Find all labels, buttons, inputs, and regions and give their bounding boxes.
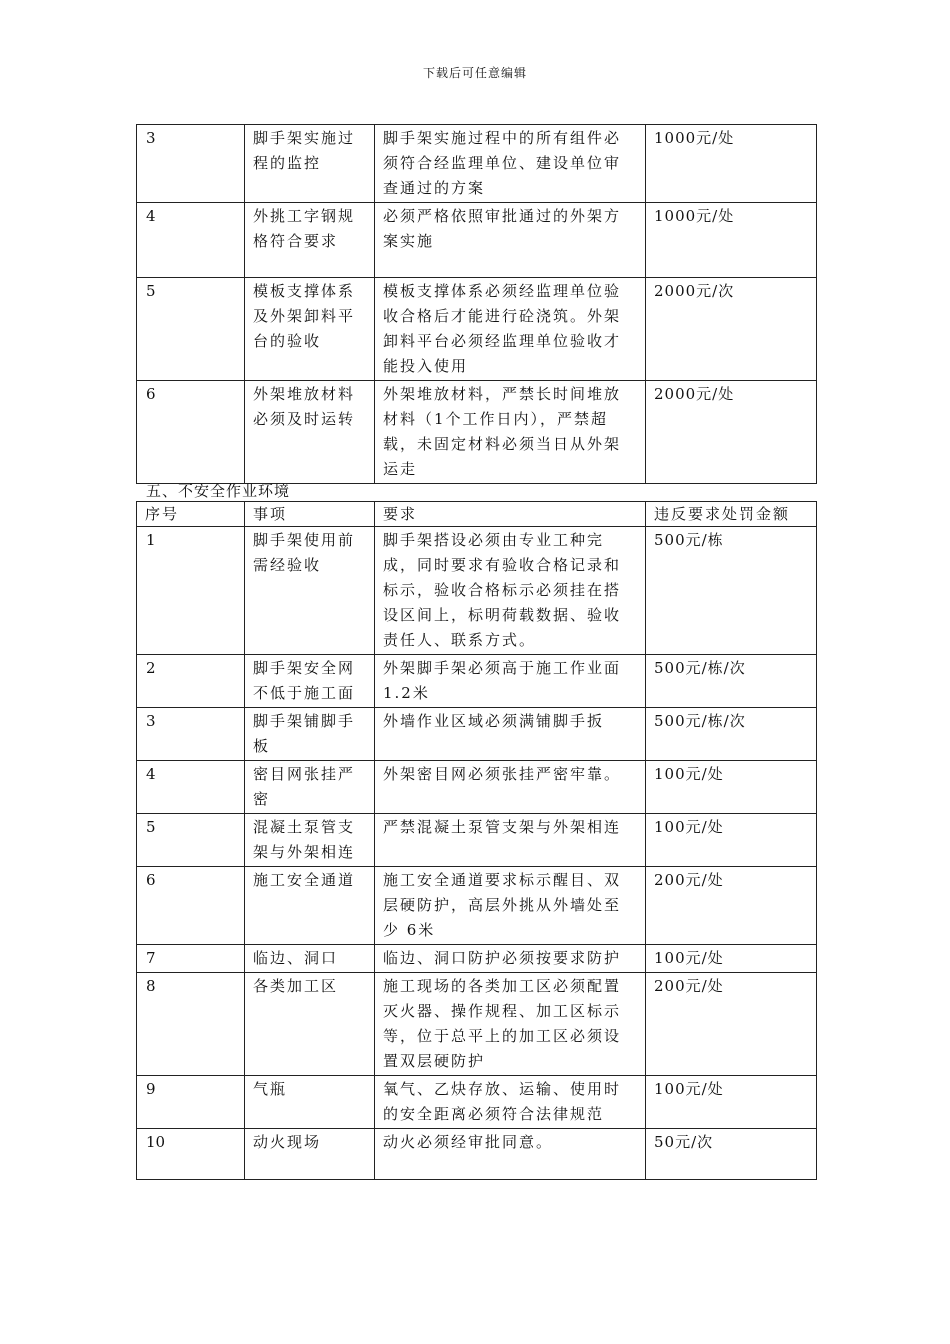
cell-req: 施工安全通道要求标示醒目、双层硬防护，高层外挑从外墙处至少 6米 <box>375 867 646 945</box>
table-row <box>137 973 817 1076</box>
cell-item: 外挑工字钢规格符合要求 <box>245 203 375 278</box>
cell-amount: 500元/栋/次 <box>646 708 817 761</box>
cell-amount: 100元/处 <box>646 814 817 867</box>
cell-num: 10 <box>137 1129 245 1180</box>
cell-amount: 1000元/处 <box>646 203 817 278</box>
table-row <box>137 655 817 708</box>
cell-num: 9 <box>137 1076 245 1129</box>
cell-item: 脚手架使用前需经验收 <box>245 527 375 655</box>
cell-num: 5 <box>137 814 245 867</box>
cell-amount: 2000元/处 <box>646 381 817 484</box>
cell-amount: 500元/栋/次 <box>646 655 817 708</box>
section-title: 五、不安全作业环境 <box>146 482 291 500</box>
cell-item: 各类加工区 <box>245 973 375 1076</box>
cell-num: 5 <box>137 278 245 381</box>
table-row <box>137 867 817 945</box>
table-row <box>137 381 817 484</box>
cell-req: 动火必须经审批同意。 <box>375 1129 646 1180</box>
table-row <box>137 527 817 655</box>
table-row <box>137 1129 817 1180</box>
cell-req: 外架脚手架必须高于施工作业面1.2米 <box>375 655 646 708</box>
cell-amount: 1000元/处 <box>646 125 817 203</box>
table-row <box>137 1076 817 1129</box>
table-row <box>137 814 817 867</box>
cell-req: 脚手架搭设必须由专业工种完成，同时要求有验收合格记录和标示，验收合格标示必须挂在搭设区间上，标明荷载数据、验收责任人、联系方式。 <box>375 527 646 655</box>
cell-amount: 2000元/次 <box>646 278 817 381</box>
cell-num: 7 <box>137 945 245 973</box>
table-row <box>137 278 817 381</box>
cell-num: 3 <box>137 708 245 761</box>
header-num: 序号 <box>137 502 245 527</box>
cell-amount: 200元/处 <box>646 973 817 1076</box>
cell-amount: 500元/栋 <box>646 527 817 655</box>
cell-item: 气瓶 <box>245 1076 375 1129</box>
cell-amount: 50元/次 <box>646 1129 817 1180</box>
cell-req: 外架堆放材料，严禁长时间堆放材料（1个工作日内），严禁超载，未固定材料必须当日从外架运走 <box>375 381 646 484</box>
cell-num: 3 <box>137 125 245 203</box>
cell-item: 动火现场 <box>245 1129 375 1180</box>
header-req: 要求 <box>375 502 646 527</box>
cell-num: 8 <box>137 973 245 1076</box>
table-unsafe-environment <box>136 501 817 1180</box>
cell-req: 严禁混凝土泵管支架与外架相连 <box>375 814 646 867</box>
cell-item: 密目网张挂严密 <box>245 761 375 814</box>
cell-item: 模板支撑体系及外架卸料平台的验收 <box>245 278 375 381</box>
cell-item: 脚手架安全网不低于施工面 <box>245 655 375 708</box>
table-header-row <box>137 502 817 527</box>
cell-num: 6 <box>137 381 245 484</box>
cell-item: 脚手架实施过程的监控 <box>245 125 375 203</box>
table-row <box>137 708 817 761</box>
cell-req: 氧气、乙炔存放、运输、使用时的安全距离必须符合法律规范 <box>375 1076 646 1129</box>
cell-item: 临边、洞口 <box>245 945 375 973</box>
table-row <box>137 761 817 814</box>
header-amount: 违反要求处罚金额 <box>646 502 817 527</box>
cell-req: 外墙作业区域必须满铺脚手扳 <box>375 708 646 761</box>
cell-num: 1 <box>137 527 245 655</box>
table-row <box>137 203 817 278</box>
cell-req: 模板支撑体系必须经监理单位验收合格后才能进行砼浇筑。外架卸料平台必须经监理单位验收才能投入使用 <box>375 278 646 381</box>
cell-num: 4 <box>137 761 245 814</box>
table-penalties-continued <box>136 124 817 484</box>
cell-num: 6 <box>137 867 245 945</box>
cell-req: 临边、洞口防护必须按要求防护 <box>375 945 646 973</box>
table-row <box>137 125 817 203</box>
cell-num: 2 <box>137 655 245 708</box>
cell-req: 外架密目网必须张挂严密牢靠。 <box>375 761 646 814</box>
cell-req: 脚手架实施过程中的所有组件必须符合经监理单位、建设单位审查通过的方案 <box>375 125 646 203</box>
cell-amount: 100元/处 <box>646 945 817 973</box>
cell-amount: 200元/处 <box>646 867 817 945</box>
page-header: 下载后可任意编辑 <box>422 66 527 80</box>
cell-item: 外架堆放材料必须及时运转 <box>245 381 375 484</box>
cell-item: 混凝土泵管支架与外架相连 <box>245 814 375 867</box>
header-item: 事项 <box>245 502 375 527</box>
table-row <box>137 945 817 973</box>
cell-item: 脚手架铺脚手板 <box>245 708 375 761</box>
cell-req: 必须严格依照审批通过的外架方案实施 <box>375 203 646 278</box>
cell-amount: 100元/处 <box>646 761 817 814</box>
cell-item: 施工安全通道 <box>245 867 375 945</box>
cell-amount: 100元/处 <box>646 1076 817 1129</box>
cell-num: 4 <box>137 203 245 278</box>
cell-req: 施工现场的各类加工区必须配置灭火器、操作规程、加工区标示等，位于总平上的加工区必须设置双层硬防护 <box>375 973 646 1076</box>
